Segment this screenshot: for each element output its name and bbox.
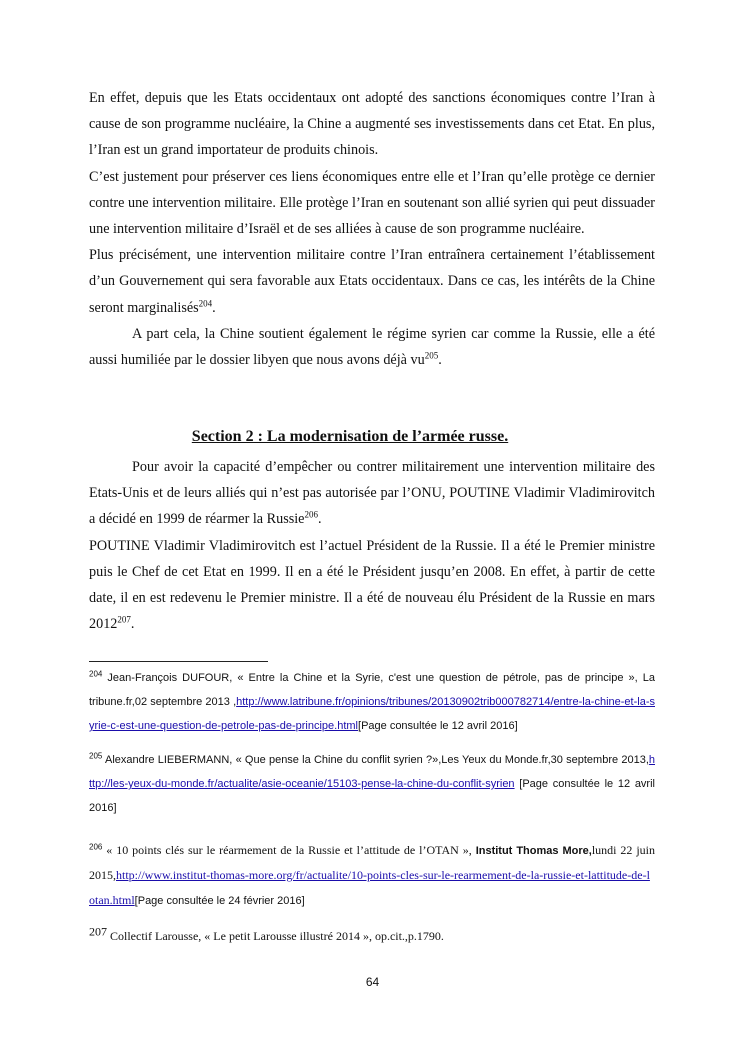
paragraph-libya	[89, 321, 655, 373]
footnote-ref-204[interactable]: 204	[198, 297, 213, 308]
paragraph-end: .	[212, 299, 216, 316]
footnote-consulted: [Page consultée le 12 avril 2016]	[89, 778, 655, 814]
footnote-separator	[89, 661, 268, 662]
footnote-consulted: [Page consultée le 24 février 2016]	[134, 895, 305, 907]
body-text-top	[89, 85, 655, 373]
footnote-204	[89, 666, 655, 738]
footnote-number: 206	[89, 842, 103, 852]
paragraph-rearmament	[89, 454, 655, 533]
paragraph-libya-text: A part cela, la Chine soutient également le régime syrien car comme la Russie, elle a été aussi humiliée par le dossier libyen que nous avons déjà vu	[89, 325, 655, 369]
footnote-date: lundi 22 juin 2015,	[89, 843, 655, 882]
footnote-text: Alexandre LIEBERMANN, « Que pense la Chine du conflit syrien ?»,Les Yeux du Monde.fr,30 septembre 2013,	[102, 754, 649, 766]
paragraph-intervention-text: Plus précisément, une intervention militaire contre l’Iran entraînera certainement l’établissement d’un Gouvernement qui sera favorable aux Etats occidentaux. Dans ce cas, les intérêts de la Chine seront marginalisés	[89, 247, 655, 316]
paragraph-end: .	[130, 616, 135, 633]
footnote-ref-206[interactable]: 206	[304, 509, 318, 520]
footnote-number: 204	[89, 669, 103, 679]
paragraph-end: .	[317, 511, 322, 528]
footnote-205	[89, 748, 655, 820]
paragraph-iran-sanctions: En effet, depuis que les Etats occidentaux ont adopté des sanctions économiques contre l’Iran à cause de son programme nucléaire, la Chine a augmenté ses investissements dans cet Etat. En plus, l’Iran est un grand importateur de produits chinois.	[89, 90, 655, 159]
footnote-207	[89, 924, 655, 949]
paragraph-end: .	[438, 352, 442, 369]
footnote-text: Collectif Larousse, « Le petit Larousse illustré 2014 », op.cit.,p.1790.	[107, 929, 444, 943]
footnote-ref-207[interactable]: 207	[117, 614, 131, 625]
footnote-number: 205	[89, 751, 103, 761]
footnote-link[interactable]: http://www.latribune.fr/opinions/tribunes/20130902trib000782714/entre-la-chine-et-la-syrie-c-est-une-question-de-petrole-pas-de-principe.html	[89, 696, 655, 732]
footnote-link[interactable]: http://les-yeux-du-monde.fr/actualite/asie-oceanie/15103-pense-la-chine-du-conflit-syrien	[89, 754, 655, 790]
paragraph-protection-iran: C’est justement pour préserver ces liens économiques entre elle et l’Iran qu’elle protège ce dernier contre une intervention militaire. Elle protège l’Iran en soutenant son allié syrien qui peut dissuader une intervention militaire d’Israël et de ses alliées à cause de son programme nucléaire.	[89, 168, 655, 238]
body-text-section	[89, 454, 655, 637]
footnote-text: Jean-François DUFOUR, « Entre la Chine et la Syrie, c'est une question de pétrole, pas de principe », La tribune.fr,02 septembre 2013 ,	[89, 672, 655, 708]
footnote-number: 207	[89, 924, 107, 939]
paragraph-rearmament-text: Pour avoir la capacité d’empêcher ou contrer militairement une intervention militaire des Etats-Unis et de leurs alliés qui n’est pas autorisée par l’ONU, POUTINE Vladimir Vladimirovitch a décidé en 1999 de réarmer la Russie	[89, 459, 655, 528]
section-heading: Section 2 : La modernisation de l’armée russe.	[191, 428, 509, 445]
footnote-publisher: Institut Thomas More,	[475, 845, 592, 857]
footnote-206	[89, 838, 655, 913]
footnote-consulted: [Page consultée le 12 avril 2016]	[358, 720, 518, 732]
paragraph-putin-text: POUTINE Vladimir Vladimirovitch est l’actuel Président de la Russie. Il a été le Premier ministre puis le Chef de cet Etat en 1999. Il en a été le Président jusqu’en 2008. En effet, à partir de cette date, il en est redevenu le Premier ministre. Il a été de nouveau élu Président de la Russie en mars 2012	[89, 537, 655, 633]
paragraph-putin	[89, 533, 655, 638]
footnote-text: « 10 points clés sur le réarmement de la Russie et l’attitude de l’OTAN »,	[102, 843, 476, 857]
page-number: 64	[365, 975, 380, 989]
paragraph-intervention	[89, 242, 655, 321]
footnote-link[interactable]: http://www.institut-thomas-more.org/fr/actualite/10-points-cles-sur-le-rearmement-de-la-russie-et-lattitude-de-lotan.html	[89, 868, 650, 907]
footnote-ref-205[interactable]: 205	[424, 350, 439, 361]
